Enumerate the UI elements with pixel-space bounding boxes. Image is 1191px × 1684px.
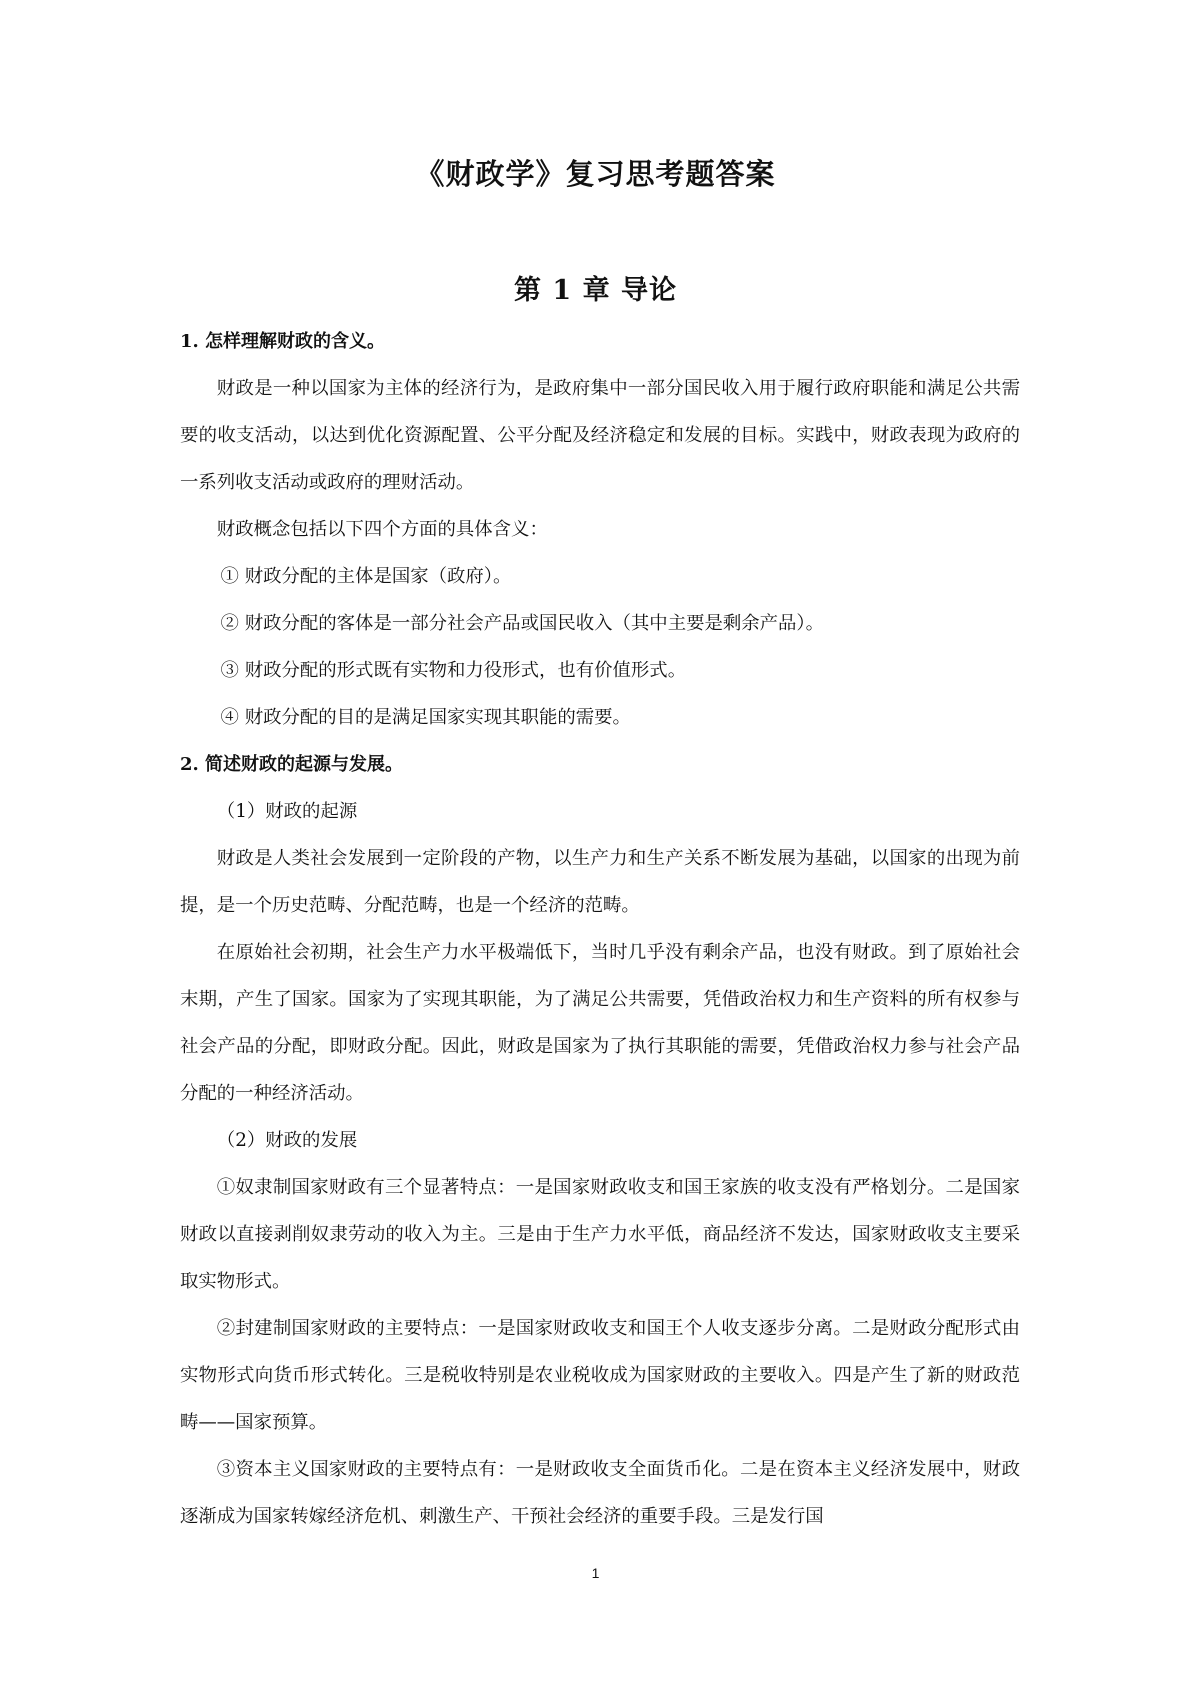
chapter-heading: 第 1 章 导论 — [514, 275, 677, 306]
list-item: ④ 财政分配的目的是满足国家实现其职能的需要。 — [220, 707, 631, 728]
question-2-heading: 2. 简述财政的起源与发展。 — [180, 754, 404, 775]
list-item: ② 财政分配的客体是一部分社会产品或国民收入（其中主要是剩余产品）。 — [220, 613, 825, 634]
paragraph: ②封建制国家财政的主要特点：一是国家财政收支和国王个人收支逐步分离。二是财政分配形式由实物形式向货币形式转化。三是税收特别是农业税收成为国家财政的主要收入。四是产生了新的财政范畴——国家预算。 — [180, 1318, 1020, 1433]
list-item: ① 财政分配的主体是国家（政府）。 — [220, 566, 512, 587]
document-body — [180, 318, 1020, 1540]
paragraph: 在原始社会初期，社会生产力水平极端低下，当时几乎没有剩余产品，也没有财政。到了原始社会末期，产生了国家。国家为了实现其职能，为了满足公共需要，凭借政治权力和生产资料的所有权参与社会产品的分配，即财政分配。因此，财政是国家为了执行其职能的需要，凭借政治权力参与社会产品分配的一种经济活动。 — [180, 942, 1020, 1104]
list-item: ③ 财政分配的形式既有实物和力役形式，也有价值形式。 — [220, 660, 687, 681]
subsection-heading: （2）财政的发展 — [216, 1130, 358, 1151]
paragraph: ③资本主义国家财政的主要特点有：一是财政收支全面货币化。二是在资本主义经济发展中，财政逐渐成为国家转嫁经济危机、刺激生产、干预社会经济的重要手段。三是发行国 — [180, 1459, 1020, 1527]
document-title: 《财政学》复习思考题答案 — [415, 157, 776, 191]
question-1-heading: 1. 怎样理解财政的含义。 — [180, 331, 386, 352]
paragraph: 财政是一种以国家为主体的经济行为，是政府集中一部分国民收入用于履行政府职能和满足公共需要的收支活动，以达到优化资源配置、公平分配及经济稳定和发展的目标。实践中，财政表现为政府的一系列收支活动或政府的理财活动。 — [180, 378, 1020, 493]
paragraph: ①奴隶制国家财政有三个显著特点：一是国家财政收支和国王家族的收支没有严格划分。二是国家财政以直接剥削奴隶劳动的收入为主。三是由于生产力水平低，商品经济不发达，国家财政收支主要采取实物形式。 — [180, 1177, 1020, 1292]
subsection-heading: （1）财政的起源 — [216, 801, 358, 822]
paragraph: 财政是人类社会发展到一定阶段的产物，以生产力和生产关系不断发展为基础，以国家的出现为前提，是一个历史范畴、分配范畴，也是一个经济的范畴。 — [180, 848, 1020, 916]
page-number: 1 — [591, 1565, 600, 1581]
paragraph: 财政概念包括以下四个方面的具体含义： — [216, 519, 548, 540]
